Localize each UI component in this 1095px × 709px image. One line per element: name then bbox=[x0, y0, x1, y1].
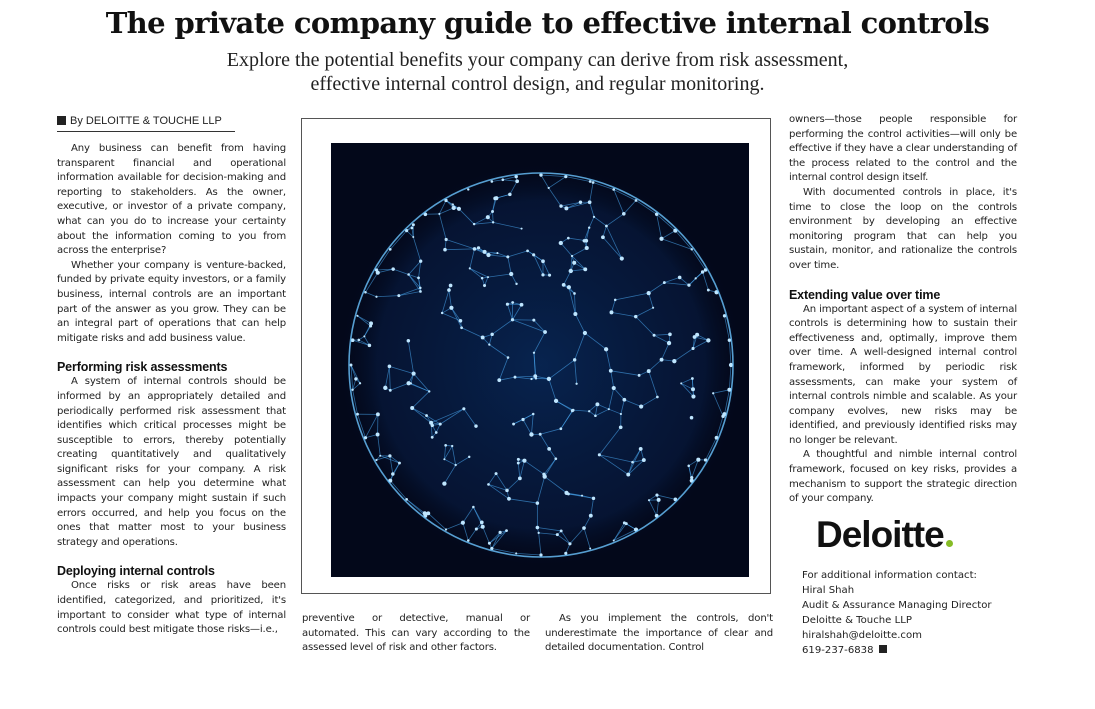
network-node bbox=[656, 396, 659, 399]
network-node bbox=[672, 359, 676, 363]
network-node bbox=[592, 497, 595, 500]
network-node bbox=[359, 382, 361, 384]
network-node bbox=[492, 221, 494, 223]
network-node bbox=[462, 407, 465, 410]
network-node bbox=[509, 272, 513, 276]
network-node bbox=[539, 553, 542, 556]
network-node bbox=[575, 383, 577, 385]
byline-text: By DELOITTE & TOUCHE LLP bbox=[70, 115, 222, 127]
network-node bbox=[564, 206, 568, 210]
network-node bbox=[581, 495, 583, 497]
network-node bbox=[488, 343, 490, 345]
network-node bbox=[515, 179, 519, 183]
network-node bbox=[428, 390, 430, 392]
network-node bbox=[517, 462, 520, 465]
byline-square-icon bbox=[57, 116, 66, 125]
network-globe-image bbox=[331, 143, 749, 577]
network-node bbox=[554, 399, 558, 403]
framework-paragraph: A thoughtful and nimble internal control framework, focused on key risks, provides a mechanism to support the strategic direction of your company. bbox=[789, 449, 1017, 505]
network-node bbox=[505, 489, 509, 493]
network-node bbox=[554, 457, 557, 460]
intro-paragraph: Any business can benefit from having transparent financial and operational information available for decision-making and reporting to stakeholders. As the owner, executive, or investor of a private company, what can you do to increase your certainty about the information coming to you from across the enterprise? bbox=[57, 143, 286, 257]
network-node bbox=[429, 421, 433, 425]
network-node bbox=[691, 377, 694, 380]
network-node bbox=[569, 269, 573, 273]
network-node bbox=[691, 248, 693, 250]
network-node bbox=[388, 454, 391, 457]
growth-paragraph: Whether your company is venture-backed, funded by private equity investors, or a family business, internal controls are an important part of the answer as you grow. They can be an integral part of operations that can help mitigate risks and add business value. bbox=[57, 259, 286, 344]
network-node bbox=[522, 459, 526, 463]
network-node bbox=[589, 548, 591, 550]
network-node bbox=[547, 447, 551, 451]
network-node bbox=[687, 284, 690, 287]
network-node bbox=[647, 369, 651, 373]
network-node bbox=[515, 552, 517, 554]
network-node bbox=[445, 238, 448, 241]
contact-role: Audit & Assurance Managing Director bbox=[802, 600, 992, 611]
heading-extending-value: Extending value over time bbox=[789, 287, 941, 302]
network-node bbox=[655, 493, 658, 496]
network-node bbox=[660, 358, 664, 362]
network-node bbox=[583, 267, 587, 271]
network-node bbox=[473, 223, 475, 225]
network-node bbox=[690, 416, 694, 420]
network-node bbox=[351, 389, 353, 391]
contact-intro: For additional information contact: bbox=[802, 570, 977, 581]
network-node bbox=[567, 237, 570, 240]
network-node bbox=[625, 522, 628, 525]
network-node bbox=[532, 413, 535, 416]
network-node bbox=[532, 319, 535, 322]
network-node bbox=[620, 413, 622, 415]
network-node bbox=[589, 180, 592, 183]
network-node bbox=[657, 498, 661, 502]
network-node bbox=[350, 364, 353, 367]
network-node bbox=[533, 374, 537, 378]
byline bbox=[57, 113, 235, 132]
network-node bbox=[439, 423, 442, 426]
network-node bbox=[588, 410, 590, 412]
network-node bbox=[573, 292, 576, 295]
network-node bbox=[376, 433, 380, 437]
network-node bbox=[515, 283, 517, 285]
network-node bbox=[391, 472, 395, 476]
network-node bbox=[612, 386, 616, 390]
network-node bbox=[530, 378, 532, 380]
network-node bbox=[572, 261, 576, 265]
network-node bbox=[585, 246, 589, 250]
network-node bbox=[668, 333, 672, 337]
network-node bbox=[455, 464, 457, 466]
network-node bbox=[691, 387, 695, 391]
network-node bbox=[407, 339, 411, 343]
network-node bbox=[532, 253, 535, 256]
network-node bbox=[520, 303, 524, 307]
network-node bbox=[506, 303, 509, 306]
network-node bbox=[588, 200, 592, 204]
network-node bbox=[653, 334, 656, 337]
network-node bbox=[486, 253, 490, 257]
network-node bbox=[452, 206, 456, 210]
network-node bbox=[507, 497, 511, 501]
network-node bbox=[548, 274, 551, 277]
network-node bbox=[398, 462, 401, 465]
network-node bbox=[560, 529, 563, 532]
network-node bbox=[486, 215, 490, 219]
network-node bbox=[443, 458, 445, 460]
network-node bbox=[496, 252, 498, 254]
contact-phone: 619-237-6838 bbox=[802, 645, 874, 656]
network-node bbox=[594, 414, 597, 417]
network-node bbox=[459, 319, 463, 323]
logo-green-dot-icon bbox=[946, 540, 953, 547]
network-node bbox=[451, 203, 453, 205]
network-node bbox=[457, 207, 461, 211]
network-node bbox=[467, 188, 469, 190]
network-node bbox=[619, 425, 623, 429]
network-globe-icon bbox=[331, 143, 749, 577]
network-node bbox=[601, 235, 605, 239]
network-node bbox=[593, 216, 595, 218]
network-node bbox=[412, 236, 414, 238]
network-node bbox=[547, 377, 551, 381]
network-node bbox=[614, 299, 617, 302]
network-node bbox=[494, 196, 498, 200]
network-node bbox=[548, 187, 550, 189]
network-node bbox=[435, 431, 438, 434]
network-node bbox=[375, 459, 377, 461]
network-node bbox=[491, 180, 494, 183]
network-node bbox=[491, 210, 494, 213]
network-node bbox=[475, 527, 478, 530]
network-node bbox=[410, 406, 414, 410]
network-node bbox=[696, 458, 700, 462]
network-node bbox=[379, 455, 381, 457]
network-node bbox=[559, 241, 563, 245]
network-node bbox=[391, 267, 394, 270]
contact-email: hiralshah@deloitte.com bbox=[802, 630, 922, 641]
network-node bbox=[425, 414, 428, 417]
network-node bbox=[444, 444, 447, 447]
network-node bbox=[499, 531, 502, 534]
network-node bbox=[620, 256, 624, 260]
network-node bbox=[529, 432, 533, 436]
network-node bbox=[473, 247, 477, 251]
network-node bbox=[622, 398, 626, 402]
network-node bbox=[572, 409, 575, 412]
network-node bbox=[604, 347, 608, 351]
network-node bbox=[397, 294, 400, 297]
network-node bbox=[595, 402, 599, 406]
network-node bbox=[592, 181, 595, 184]
network-node bbox=[477, 246, 480, 249]
network-node bbox=[511, 318, 514, 321]
network-node bbox=[622, 212, 626, 216]
heading-risk-assessments: Performing risk assessments bbox=[57, 360, 228, 375]
network-node bbox=[609, 369, 613, 373]
network-node bbox=[507, 356, 510, 359]
network-node bbox=[639, 447, 643, 451]
network-node bbox=[692, 347, 695, 350]
network-node bbox=[483, 284, 486, 287]
network-node bbox=[441, 312, 443, 314]
network-node bbox=[442, 481, 446, 485]
contact-firm: Deloitte & Touche LLP bbox=[802, 615, 912, 626]
network-node bbox=[363, 335, 365, 337]
network-node bbox=[571, 255, 573, 257]
network-node bbox=[526, 249, 529, 252]
network-node bbox=[358, 339, 361, 342]
network-node bbox=[598, 453, 601, 456]
network-node bbox=[443, 248, 447, 252]
network-node bbox=[521, 418, 524, 421]
network-node bbox=[469, 267, 471, 269]
network-node bbox=[487, 276, 489, 278]
deloitte-logo bbox=[816, 514, 953, 556]
network-node bbox=[481, 277, 484, 280]
network-node bbox=[497, 378, 501, 382]
column-2 bbox=[302, 612, 530, 656]
network-node bbox=[490, 333, 493, 336]
network-node bbox=[412, 372, 416, 376]
network-node bbox=[389, 389, 392, 392]
network-node bbox=[707, 289, 710, 292]
network-node bbox=[419, 287, 422, 290]
documentation-paragraph: As you implement the controls, don't underestimate the importance of clear and detailed documentation. Control bbox=[545, 613, 773, 654]
network-node bbox=[647, 291, 651, 295]
network-node bbox=[431, 436, 434, 439]
network-node bbox=[512, 423, 515, 426]
network-node bbox=[559, 427, 562, 430]
network-node bbox=[407, 273, 410, 276]
network-node bbox=[517, 458, 520, 461]
network-node bbox=[568, 542, 571, 545]
network-node bbox=[634, 315, 637, 318]
network-node bbox=[511, 301, 514, 304]
network-node bbox=[556, 533, 559, 536]
network-node bbox=[356, 315, 358, 317]
network-node bbox=[695, 277, 697, 279]
network-node bbox=[506, 255, 509, 258]
network-node bbox=[559, 204, 562, 207]
network-node bbox=[582, 526, 586, 530]
deloitte-logo-text: Deloitte bbox=[816, 514, 944, 555]
network-node bbox=[449, 284, 453, 288]
network-link bbox=[507, 304, 521, 305]
monitoring-paragraph: With documented controls in place, it's time to close the loop on the controls environment by developing an effective monitoring program that can help you sustain, monitor, and rationalize the controls over time. bbox=[789, 186, 1017, 271]
network-node bbox=[639, 404, 643, 408]
network-node bbox=[419, 290, 422, 293]
network-node bbox=[706, 338, 710, 342]
network-node bbox=[613, 540, 615, 542]
network-node bbox=[573, 312, 577, 316]
network-node bbox=[693, 335, 697, 339]
network-node bbox=[539, 433, 542, 436]
contact-block bbox=[802, 568, 1032, 658]
network-node bbox=[468, 456, 470, 458]
network-node bbox=[583, 331, 587, 335]
network-node bbox=[562, 283, 566, 287]
network-node bbox=[419, 260, 422, 263]
network-node bbox=[652, 307, 654, 309]
control-types-paragraph: preventive or detective, manual or automated. This can vary according to the assessed level of risk and other factors. bbox=[302, 613, 530, 654]
sustain-paragraph: An important aspect of a system of internal controls is determining how to sustain their effectiveness and, optimally, improve them over time. A well-designed internal control framework, informed by periodic risk assessments, can make your system of internal controls nimble and scalable. As your company evolves, new risks may be identified, and previously identified risks may no longer be relevant. bbox=[789, 303, 1017, 446]
network-node bbox=[388, 365, 392, 369]
network-node bbox=[481, 336, 485, 340]
network-node bbox=[474, 424, 477, 427]
subtitle-line-2: effective internal control design, and regular monitoring. bbox=[310, 73, 765, 95]
network-node bbox=[541, 259, 545, 263]
network-node bbox=[488, 542, 491, 545]
risk-assessment-paragraph: A system of internal controls should be informed by an appropriately detailed and periodically performed risk assessment that identifies which critical processes might be susceptible to errors, thereby potentially creating quantitatively and qualitatively significant risks for your company. A risk assessment can help you determine what impacts your company might sustain if such errors occurred, and help you focus on the ones that matter most to your business strategy and operations. bbox=[57, 376, 286, 548]
network-node bbox=[691, 394, 695, 398]
network-node bbox=[451, 445, 453, 447]
network-node bbox=[541, 273, 544, 276]
globe-image-frame bbox=[301, 118, 771, 594]
network-node bbox=[536, 501, 540, 505]
network-node bbox=[487, 483, 490, 486]
network-node bbox=[406, 381, 410, 385]
network-node bbox=[608, 408, 610, 410]
network-node bbox=[536, 526, 540, 530]
network-node bbox=[588, 227, 590, 229]
network-node bbox=[610, 310, 614, 314]
heading-deploying-controls: Deploying internal controls bbox=[57, 564, 215, 579]
network-node bbox=[543, 330, 547, 334]
network-node bbox=[417, 276, 420, 279]
article-subtitle bbox=[0, 48, 1075, 96]
network-node bbox=[701, 270, 704, 273]
network-node bbox=[659, 237, 663, 241]
network-node bbox=[567, 285, 571, 289]
network-node bbox=[567, 493, 570, 496]
network-node bbox=[505, 529, 508, 532]
network-node bbox=[438, 213, 440, 215]
network-node bbox=[642, 458, 646, 462]
network-node bbox=[514, 376, 517, 379]
network-node bbox=[626, 473, 630, 477]
network-node bbox=[533, 352, 535, 354]
network-node bbox=[521, 228, 523, 230]
end-mark-square-icon bbox=[879, 645, 887, 653]
network-node bbox=[663, 281, 666, 284]
network-node bbox=[411, 227, 414, 230]
network-node bbox=[579, 201, 582, 204]
network-node bbox=[376, 412, 380, 416]
network-node bbox=[481, 525, 485, 529]
network-node bbox=[542, 474, 546, 478]
network-node bbox=[584, 239, 588, 243]
network-node bbox=[712, 392, 714, 394]
network-node bbox=[648, 499, 650, 501]
network-node bbox=[508, 193, 512, 197]
article-title: The private company guide to effective internal controls bbox=[105, 6, 990, 40]
network-node bbox=[412, 223, 415, 226]
subtitle-line-1: Explore the potential benefits your company can derive from risk assessment, bbox=[226, 49, 849, 71]
network-node bbox=[461, 521, 465, 525]
network-node bbox=[483, 250, 487, 254]
network-node bbox=[573, 358, 576, 361]
network-node bbox=[449, 306, 453, 310]
network-node bbox=[687, 465, 690, 468]
network-node bbox=[538, 532, 540, 534]
column-4 bbox=[789, 113, 1017, 507]
network-node bbox=[495, 472, 498, 475]
network-node bbox=[589, 514, 593, 518]
control-owners-paragraph: owners—those people responsible for performing the control activities—will only be effective if they have a clear understanding of the process related to the control and the internal control design itself. bbox=[789, 114, 1017, 184]
network-node bbox=[631, 461, 634, 464]
network-node bbox=[383, 386, 387, 390]
column-1 bbox=[57, 142, 286, 638]
network-node bbox=[364, 291, 367, 294]
network-node bbox=[518, 476, 522, 480]
network-node bbox=[472, 506, 475, 509]
deploying-paragraph: Once risks or risk areas have been identified, categorized, and prioritized, it's important to consider what type of internal controls could best mitigate those risks—i.e., bbox=[57, 580, 286, 636]
network-node bbox=[605, 225, 608, 228]
network-node bbox=[467, 539, 470, 542]
network-node bbox=[501, 178, 504, 181]
column-3 bbox=[545, 612, 773, 656]
network-node bbox=[678, 276, 682, 280]
network-node bbox=[354, 377, 357, 380]
network-node bbox=[680, 382, 682, 384]
network-node bbox=[638, 374, 641, 377]
network-node bbox=[480, 521, 484, 525]
contact-name: Hiral Shah bbox=[802, 585, 855, 596]
network-node bbox=[375, 296, 377, 298]
network-node bbox=[447, 288, 451, 292]
network-node bbox=[460, 326, 463, 329]
network-node bbox=[667, 341, 671, 345]
network-node bbox=[368, 344, 372, 348]
network-node bbox=[445, 528, 447, 530]
network-node bbox=[369, 321, 373, 325]
